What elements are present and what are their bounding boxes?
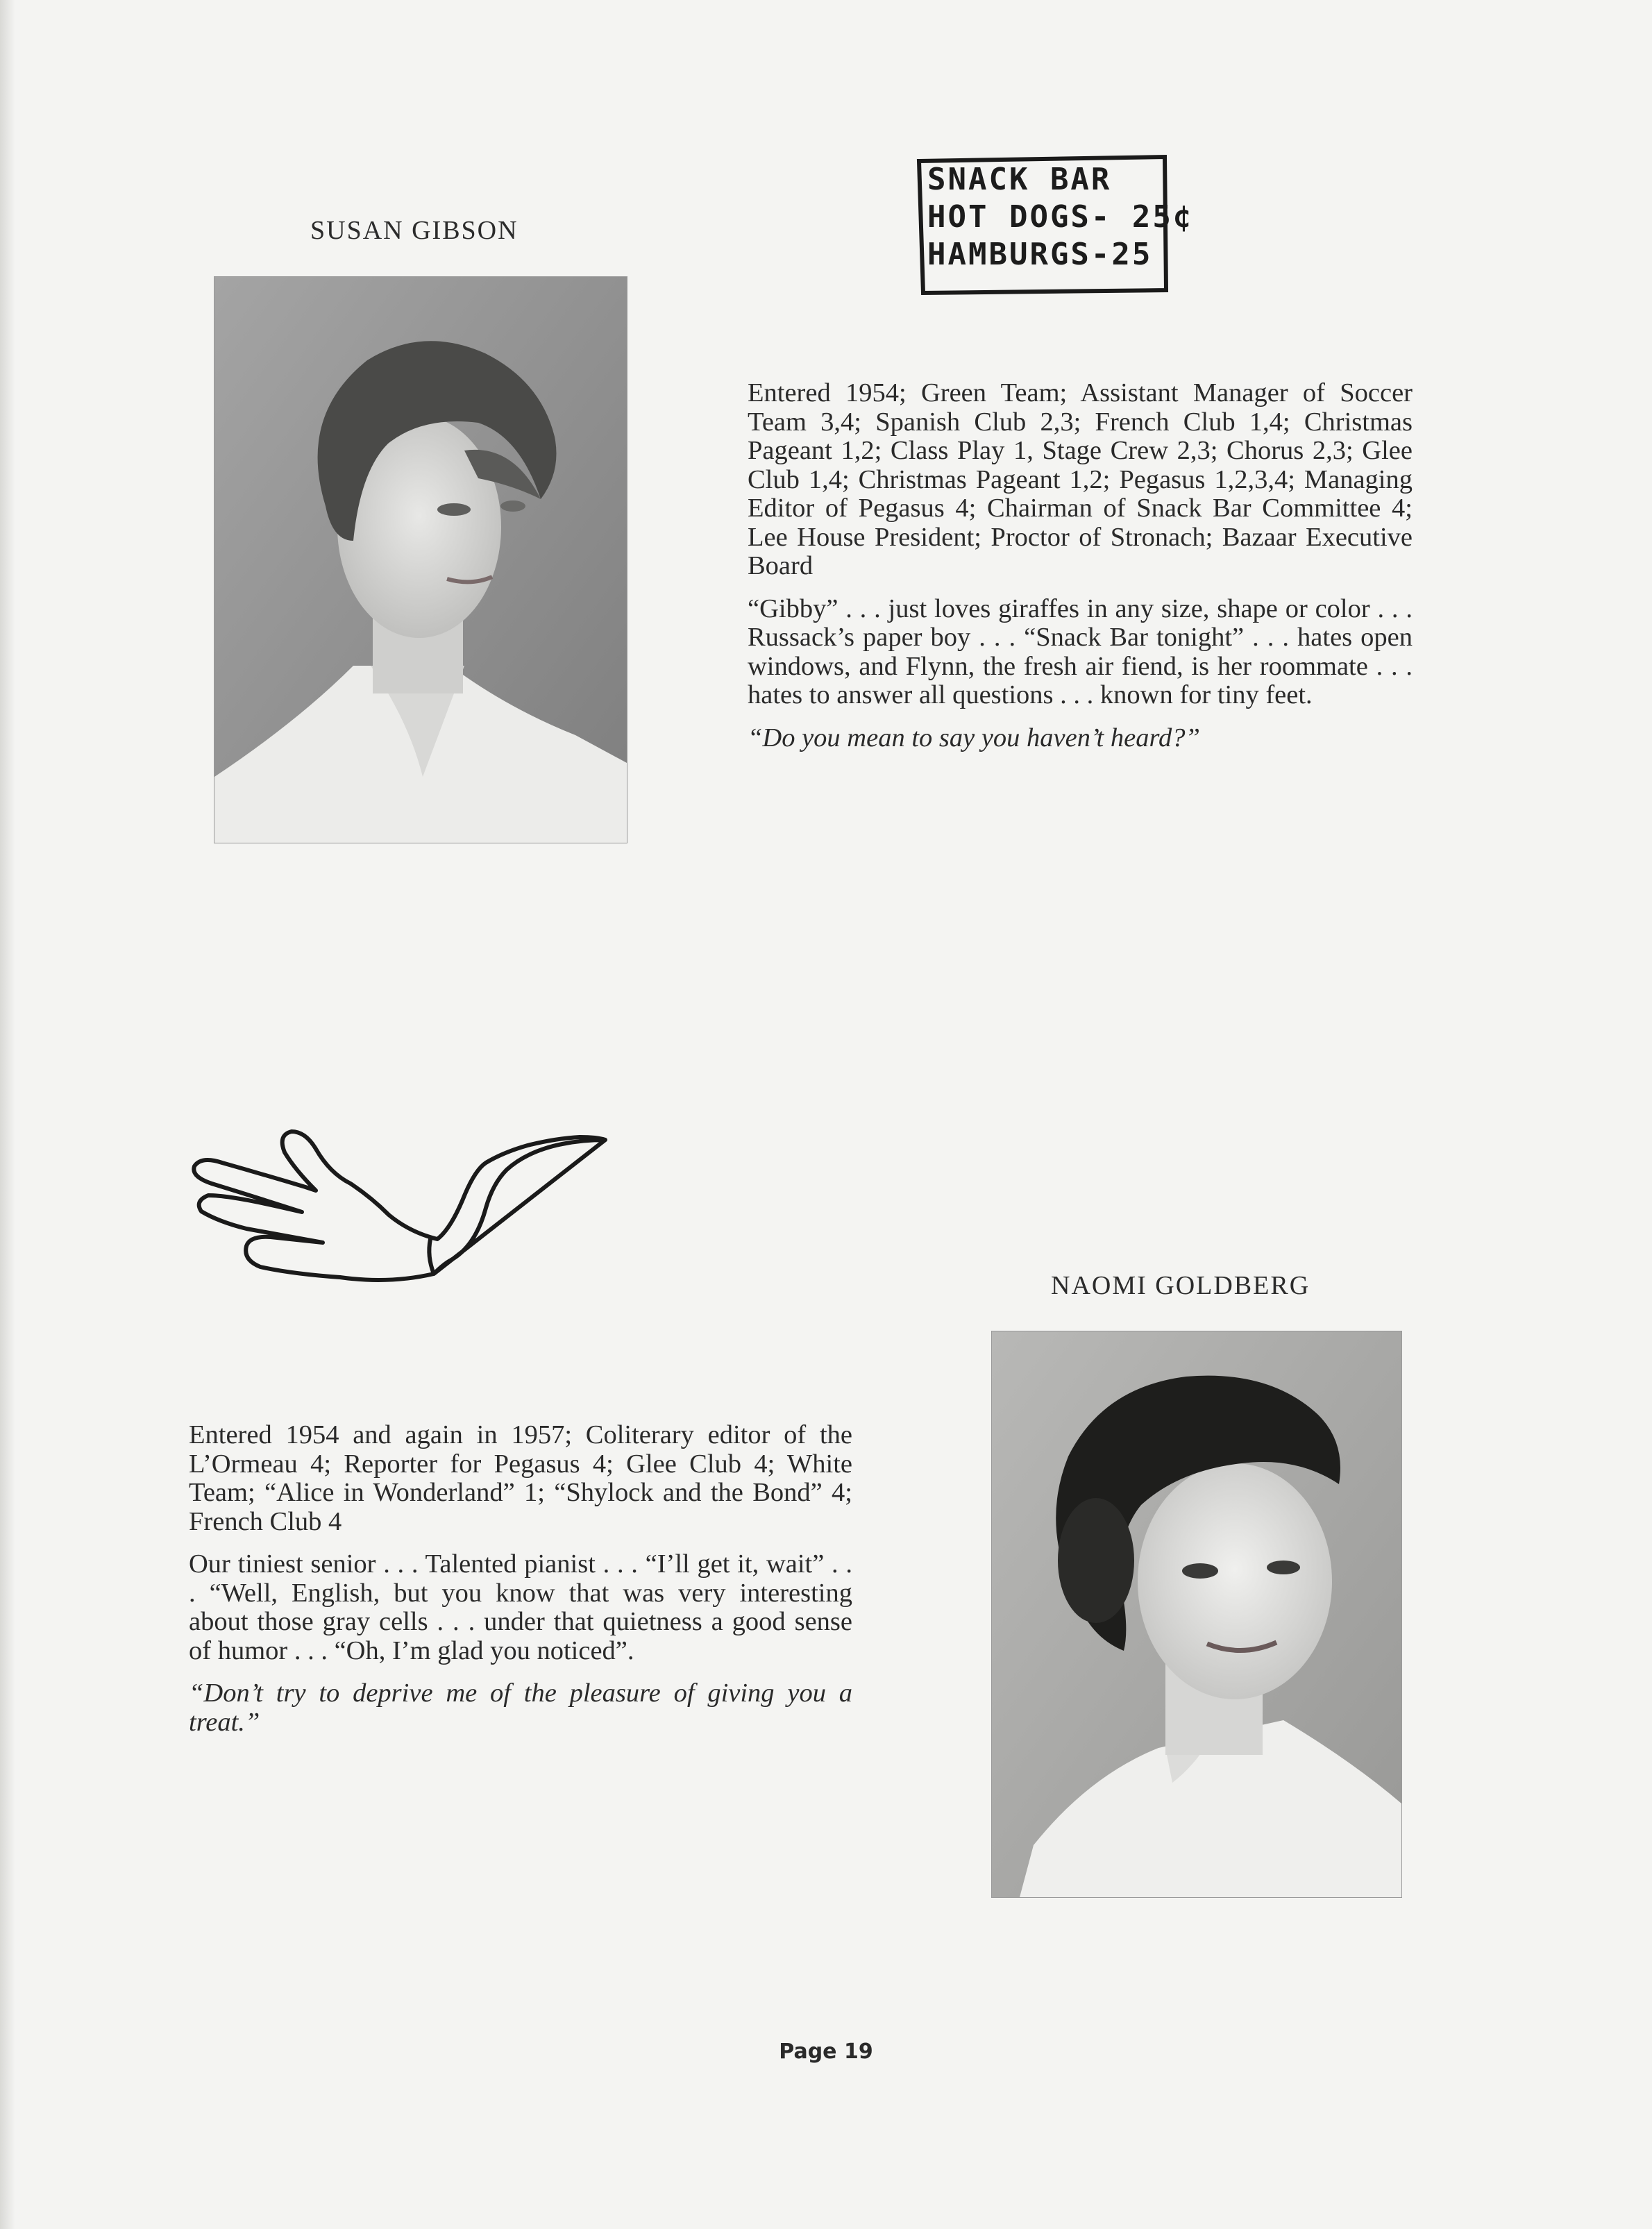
description-text: Our tiniest senior . . . Talented pianist . . . “I’ll get it, wait” . . . “Well, English, but you know that was very interesting about those gray cells . . . under that quietness a good sense of humor . . . “Oh, I’m glad you noticed”. — [189, 1549, 852, 1665]
sign-line: SNACK BAR — [927, 162, 1112, 197]
student-bio-block — [189, 1421, 852, 1751]
student-name: SUSAN GIBSON — [310, 216, 519, 245]
description-text: “Gibby” . . . just loves giraffes in any size, shape or color . . . Russack’s paper boy . . . “Snack Bar tonight” . . . hates open windows, and Flynn, the fresh air fiend, is her roommate . . . hates to answer all questions . . . known for tiny feet. — [748, 594, 1413, 709]
sign-line: HOT DOGS- 25¢ — [927, 199, 1194, 235]
activities-text: Entered 1954; Green Team; Assistant Manager of Soccer Team 3,4; Spanish Club 2,3; French Club 1,4; Christmas Pageant 1,2; Class Play 1, Stage Crew 2,3; Chorus 2,3; Glee Club 1,4; Christmas Pageant 1,2; Pegasus 1,2,3,4; Managing Editor of Pegasus 4; Chairman of Snack Bar Committee 4; Lee House President; Proctor of Stronach; Bazaar Executive Board — [748, 378, 1413, 580]
sign-line: HAMBURGS-25 — [927, 237, 1153, 272]
quote-text: “Don’t try to deprive me of the pleasure of giving you a treat.” — [189, 1679, 852, 1737]
hand-drawing — [180, 1118, 680, 1340]
portrait-image — [214, 277, 627, 843]
portrait-image — [992, 1331, 1401, 1897]
student-name: NAOMI GOLDBERG — [1051, 1271, 1310, 1300]
page-binding-edge — [0, 0, 15, 2229]
page-number: Page 19 — [779, 2039, 873, 2064]
activities-text: Entered 1954 and again in 1957; Coliterary editor of the L’Ormeau 4; Reporter for Pegasus 4; Glee Club 4; White Team; “Alice in Wonderland” 1; “Shylock and the Bond” 4; French Club 4 — [189, 1420, 852, 1536]
portrait-photo — [214, 276, 627, 843]
snack-bar-sign-text — [927, 161, 1194, 274]
portrait-photo — [991, 1331, 1402, 1898]
student-bio-block — [748, 379, 1413, 766]
quote-text: “Do you mean to say you haven’t heard?” — [748, 723, 1200, 752]
